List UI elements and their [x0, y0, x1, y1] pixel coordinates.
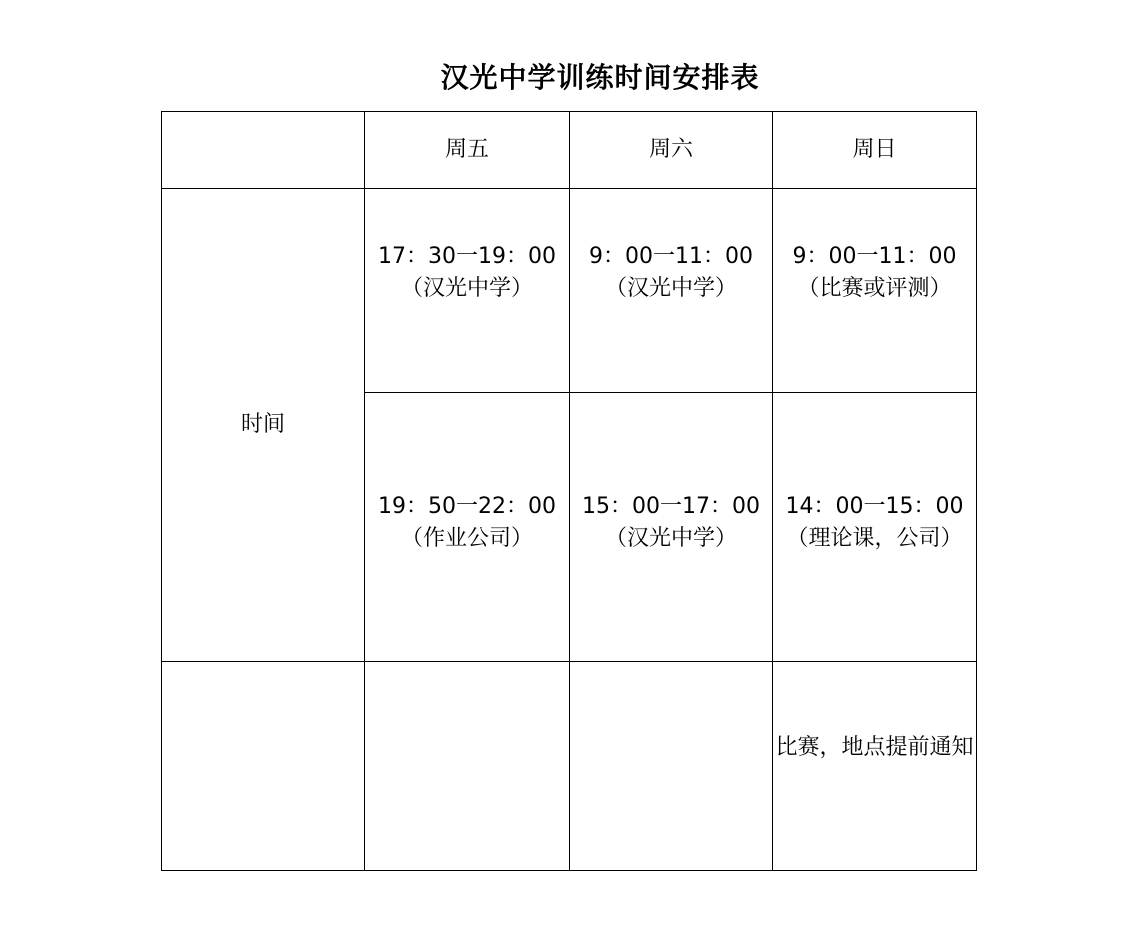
friday-slot2-place: （作业公司）	[400, 526, 533, 551]
saturday-slot2-place: （汉光中学）	[604, 526, 737, 551]
table-row	[162, 189, 977, 393]
friday-row3-cell	[365, 662, 570, 871]
saturday-slot1-time: 9：00一11：00	[589, 243, 753, 269]
sunday-slot1-place: （比赛或评测）	[797, 275, 952, 301]
saturday-slot1-cell	[570, 189, 773, 393]
friday-slot2-time: 19：50一22：00	[378, 494, 556, 519]
friday-slot1-cell	[365, 189, 570, 393]
sunday-slot1-time: 9：00一11：00	[792, 243, 957, 269]
sunday-row3-cell: 比赛，地点提前通知	[773, 662, 977, 871]
sunday-slot2-place: （理论课，公司）	[786, 526, 963, 551]
saturday-row3-cell	[570, 662, 773, 871]
table-row	[162, 662, 977, 871]
saturday-slot1-place: （汉光中学）	[604, 275, 737, 301]
row3-label-cell	[162, 662, 365, 871]
header-cell-corner	[162, 112, 365, 189]
friday-slot1-place: （汉光中学）	[400, 275, 533, 301]
sunday-slot1-cell	[773, 189, 977, 393]
friday-slot1-time: 17：30一19：00	[378, 243, 556, 269]
page-title: 汉光中学训练时间安排表	[440, 61, 760, 94]
sunday-slot2-cell	[773, 393, 977, 662]
header-cell-saturday: 周六	[570, 112, 773, 189]
header-cell-sunday: 周日	[773, 112, 977, 189]
saturday-slot2-cell	[570, 393, 773, 662]
friday-slot2-cell	[365, 393, 570, 662]
header-row	[162, 112, 977, 189]
schedule-table	[161, 111, 977, 871]
saturday-slot2-time: 15：00一17：00	[582, 494, 760, 519]
row-label-time: 时间	[162, 189, 365, 662]
header-cell-friday: 周五	[365, 112, 570, 189]
sunday-slot2-time: 14：00一15：00	[785, 494, 964, 519]
